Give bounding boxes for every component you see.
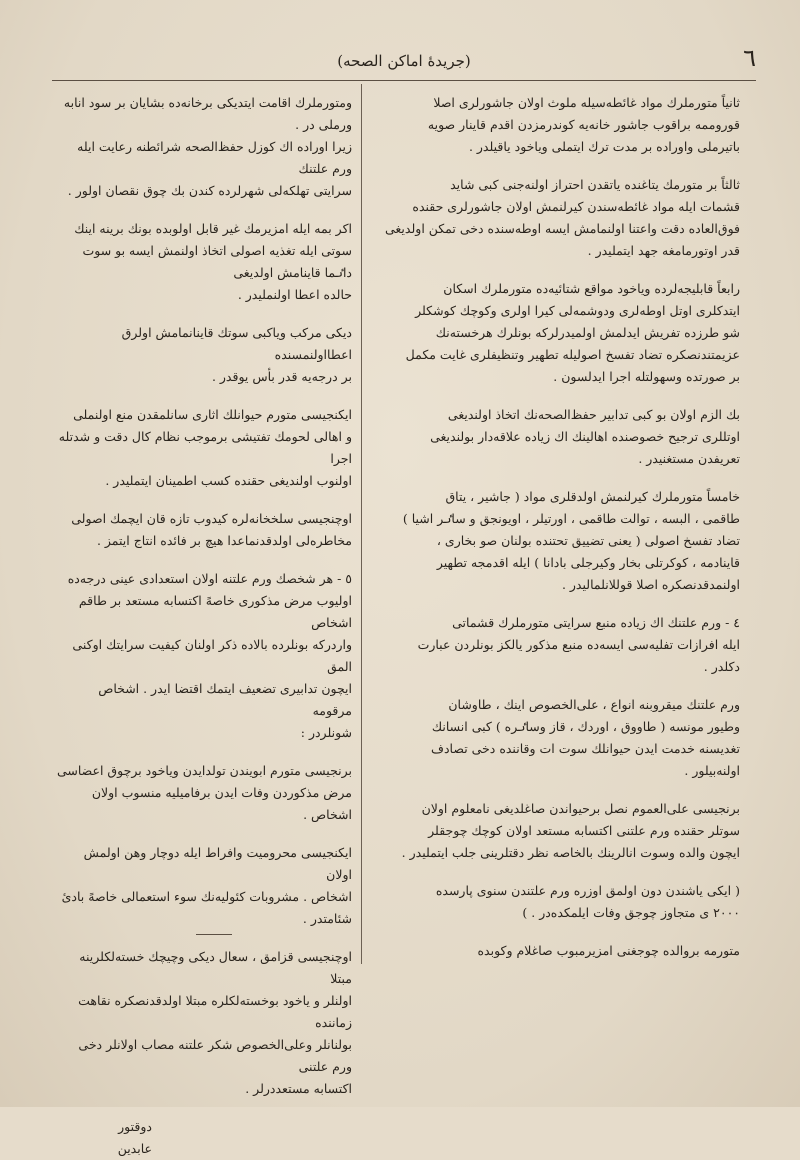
paragraph: اوچنجيسى قزامق ، سعال ديكى وچيچك خسته‌لكلرينه مبتلا اولنلر و ياخود بوخسته‌لكلره مبتلا اولدقدنصكره نقاهت زماننده بولنانلر وعلى‌الخصوص شكر علتنه مصاب اولانلر دخى ورم علتنى اكتسابه مستعددرلر . bbox=[78, 949, 352, 1096]
paragraph: ديكى مركب وياكبى سوتك قاينانمامش اولرق اعطااولنمسنده بر درجه‌يه قدر بأس يوقدر . bbox=[121, 325, 352, 384]
left-column bbox=[56, 92, 352, 1160]
paragraph: اوچنجيسى سلخخانه‌لره كيدوب تازه قان ايچمك اصولى مخاطره‌لى اولدقدنماعدا هيچ بر فائده انتاج ايتمز . bbox=[71, 511, 352, 548]
right-column bbox=[372, 92, 740, 978]
column-divider bbox=[361, 84, 362, 964]
page-number: ٦ bbox=[743, 44, 756, 72]
paragraph: ٥ - هر شخصك ورم علتنه اولان استعدادى عينى درجه‌ده اوليوب مرض مذكورى خاصهً اكتسابه مستعد بر طاقم اشخاص واردركه بونلرده بالاده ذكر اولنان كيفيت سرايتك اوكنى المق ايچون تدابيرى تضعيف ايتمك اقتضا ايدر . اشخاص مرقومه شونلردر : bbox=[67, 571, 352, 740]
page-header bbox=[52, 46, 756, 76]
paragraph: رابعاً قابليجه‌لرده وياخود مواقع شتائيه‌ده متورملرك اسكان ايتدكلرى اوتل اوطه‌لرى ودوشمه‌لى كيرا اولرى وكوچك كوشكلر شو طرزده تفريش ايدلمش اولميدرلركه بونلرك هرخسته‌نك عزيمتندنصكره تضاد تفسخ اصوليله تطهير وتنظيفلرى غايت مكمل بر صورتده وسهولتله اجرا ايدلسون . bbox=[405, 281, 740, 384]
paragraph: ايكنجيسى محروميت وافراط ايله دوچار وهن اولمش اولان اشخاص . مشروبات كئوليه‌نك سوء استعمالى خاصهً بادئ شئامتدر . bbox=[61, 845, 352, 926]
paragraph: ( ايكى ياشندن دون اولمق اوزره ورم علتندن سنوى پارسده ٢٠٠٠ ى متجاوز چوجق وفات ايلمكده‌در . ) bbox=[435, 883, 740, 920]
paragraph: برنجيسى متورم ابويندن تولدايدن وياخود برچوق اعضاسى مرض مذكوردن وفات ايدن برفاميليه منسوب اولان اشخاص . bbox=[56, 763, 352, 822]
paragraph: ثانياً متورملرك مواد غائطه‌سيله ملوث اولان جاشورلرى اصلا قوروممه براقوب جاشور خانه‌يه كوندرمزدن اقدم قاينار صويه باتيرملى واوراده بر مدت ترك ايتملى وياخود ياقيلدر . bbox=[427, 95, 740, 154]
header-rule bbox=[52, 80, 756, 81]
closing-rule bbox=[196, 934, 232, 935]
author-signature: دوقتور عابدين bbox=[117, 1119, 152, 1156]
paragraph: متورمه بروالده چوجغنى امزيرمبوب صاغلام وكوبده bbox=[477, 943, 740, 958]
paragraph: ومتورملرك اقامت ايتديكى برخانه‌ده بشايان بر سود انابه ورملى در . زيرا اوراده اك كوزل حفظ‌الصحه شرائطنه رعايت ايله ورم علتنك سرايتى تهلكه‌لى شهرلرده كندن بك چوق نقصان اولور . bbox=[63, 95, 352, 198]
paragraph: ورم علتنك ميقروبنه انواع ، على‌الخصوص اينك ، طاوشان وطيور مونسه ( طاووق ، اوردك ، قاز وساٸره ) كبى انسانك تغديسنه خدمت ايدن حيوانلك سوت ات وقاننده دخى تصادف اولنه‌بيلور . bbox=[431, 697, 740, 778]
paragraph: ايكنجيسى متورم حيوانلك اثارى سانلمقدن منع اولنملى و اهالى لحومك تفتيشى برموجب نظام كال دقت و شدتله اجرا اولنوب اولنديغى حقنده كسب اطمينان ايتمليدر . bbox=[58, 407, 352, 488]
paragraph: خامساً متورملرك كيرلنمش اولدقلرى مواد ( جاشير ، يتاق طاقمى ، البسه ، توالت طاقمى ، اورتيلر ، اويونجق و ساٸر اشيا ) تضاد تفسخ اصولى ( يعنى تضييق تحتنده بولنان صو بخارى ، قاينادمه ، كوكرتلى بخار وكيرجلى بادانا ) ايله اقدمجه تطهير اولنمدقدنصكره اصلا قوللانلماليدر . bbox=[402, 489, 740, 592]
paragraph: بك الزم اولان بو كبى تدابير حفظ‌الصحه‌نك اتخاذ اولنديغى اوتللرى ترجيح خصوصنده اهالينك اك زياده علاقه‌دار بولنديغى تعريفدن مستغنيدر . bbox=[430, 407, 740, 466]
paragraph: اكر بمه ايله امزيرمك غير قابل اولوبده بونك برينه اينك سوتى ايله تغذيه اصولى اتخاذ اولنمش ايسه بو سوت داٸما قاينامش اولديغى حالده اعطا اولنمليدر . bbox=[74, 221, 352, 302]
paragraph: برنجيسى على‌العموم نصل برحيواندن صاغلديغى نامعلوم اولان سوتلر حقنده ورم علتنى اكتسابه مستعد اولان كوچك چوجقلر ايچون والده وسوت انالرينك بالخاصه نظر دقتلرينى جلب ايتمليدر . bbox=[401, 801, 740, 860]
paragraph: ٤ - ورم علتنك اك زياده منبع سرايتى متورملرك قشماتى ايله افرازات تفليه‌سى ايسه‌ده منبع مذكور يالكز بونلردن عبارت دكلدر . bbox=[417, 615, 740, 674]
page-title: (جريدهٔ اماكن الصحه) bbox=[337, 52, 471, 70]
paragraph: ثالثاً بر متورمك يتاغنده ياتقدن احتراز اولنه‌جنى كبى شايد قشمات ايله مواد غائطه‌سندن كيرلنمش اولان جاشورلرى حقنده فوق‌العاده دقت واعتنا اولنمامش ايسه اوطه‌سنده دخى تمكن اولديغى قدر اوتورمامغه جهد ايتمليدر . bbox=[384, 177, 740, 258]
